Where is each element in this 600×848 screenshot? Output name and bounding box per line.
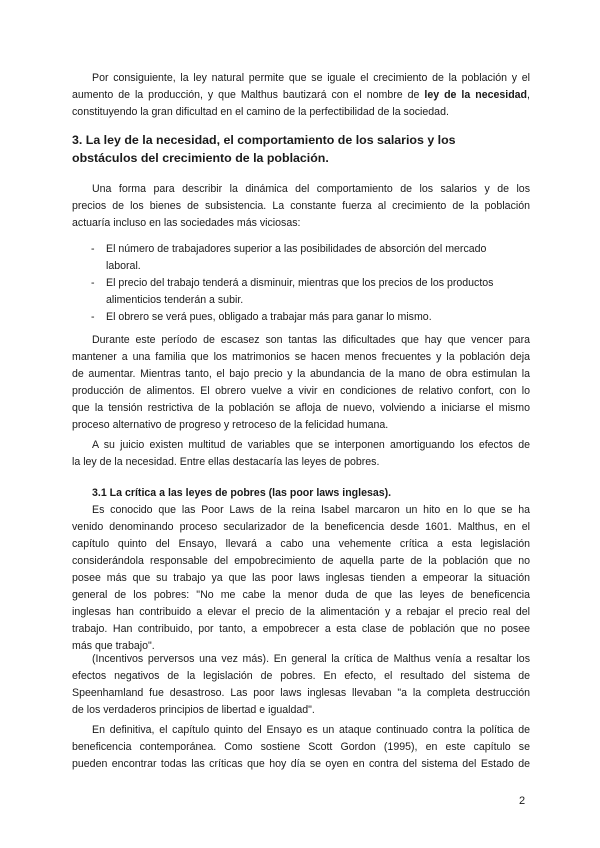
paragraph-variables [72, 437, 530, 471]
text-line: pueden encontrar todas las críticas que hoy día se oyen en contra del sistema del Estado de [72, 758, 530, 770]
subsection-heading: 3.1 La crítica a las leyes de pobres (las poor laws inglesas). [92, 487, 392, 499]
paragraph-dynamics [72, 181, 530, 232]
text-line: laboral. [106, 260, 141, 272]
paragraph-malthus-law [72, 70, 530, 121]
paragraph-incentives [72, 651, 530, 719]
paragraph-scarcity [72, 332, 530, 434]
text-line: alimenticios tenderán a subir. [106, 294, 244, 306]
text-line: El obrero se verá pues, obligado a trabajar más para ganar lo mismo. [106, 311, 432, 323]
heading-line: obstáculos del crecimiento de la población. [72, 151, 329, 165]
text-line: proceso alternativo de progreso y retroceso de la felicidad humana. [72, 419, 389, 431]
text-line: constituyendo la gran dificultad en el camino de la perfectibilidad de la sociedad. [72, 106, 449, 118]
text-line: El precio del trabajo tenderá a disminuir, mientras que los precios de los productos [106, 277, 494, 289]
list-item [72, 275, 532, 309]
emphasis-law-name: ley de la necesidad [424, 89, 528, 101]
dash-list [72, 241, 532, 326]
paragraph-poor-laws [72, 485, 530, 655]
heading-line: 3. La ley de la necesidad, el comportamiento de los salarios y los [72, 133, 456, 147]
text-line: actuaría incluso en las sociedades más viciosas: [72, 217, 301, 229]
list-item [72, 241, 532, 275]
text-line: El número de trabajadores superior a las posibilidades de absorción del mercado [106, 243, 487, 255]
paragraph-conclusion [72, 722, 530, 773]
text-line: trabajo. Han contribuido, por tanto, a empobrecer a esta clase de población que no posee [72, 623, 530, 635]
text-span: aumento de la producción, y que Malthus bautizará con el nombre de [72, 89, 425, 101]
text-line: de aumentar. Mientras tanto, el bajo precio y la abundancia de la mano de obra estimulan la [72, 368, 530, 380]
text-span: , [527, 89, 530, 101]
text-line: inglesas han contribuido a elevar el precio de la alimentación y a rebajar el precio real del [72, 606, 530, 618]
text-line: posee más que su trabajo ya que las poor laws inglesas tienden a empeorar la situación [72, 572, 530, 584]
text-line: mantener a una familia que los matrimonios se hacen menos frecuentes y la población deja [72, 351, 530, 363]
list-bullet: - [91, 243, 95, 255]
page-number: 2 [519, 795, 526, 807]
text-line: general de los pobres: "No me cabe la menor duda de que las leyes de beneficencia [72, 589, 530, 601]
text-line: producción de alimentos. El obrero vuelve a vivir en condiciones de relativo confort, con lo [72, 385, 530, 397]
text-line: precios de los bienes de subsistencia. La constante fuerza al crecimiento de la población [72, 200, 530, 212]
text-line: considerándola responsable del empobrecimiento de aquella parte de la población que no [72, 555, 530, 567]
text-line: Es conocido que las Poor Laws de la reina Isabel marcaron un hito en lo que se ha [92, 504, 530, 516]
text-line: capítulo quinto del Ensayo, llevará a cabo una vehemente crítica a esta legislación [72, 538, 530, 550]
text-line: Una forma para describir la dinámica del comportamiento de los salarios y de los [92, 183, 530, 195]
text-line: la ley de la necesidad. Entre ellas destacaría las leyes de pobres. [72, 456, 380, 468]
text-line: más que trabajo". [72, 640, 155, 652]
text-line: A su juicio existen multitud de variables que se interponen amortiguando los efectos de [92, 439, 530, 451]
text-line: venido denominando proceso secularizador de la beneficencia desde 1601. Malthus, en el [72, 521, 530, 533]
text-line: de los verdaderos principios de libertad e igualdad". [72, 704, 315, 716]
text-line: En definitiva, el capítulo quinto del Ensayo es un ataque continuado contra la política de [92, 724, 530, 736]
text-line: Durante este período de escasez son tantas las dificultades que hay que vencer para [92, 334, 530, 346]
text-line [72, 87, 530, 104]
section-heading [72, 131, 532, 167]
list-bullet: - [91, 277, 95, 289]
text-line: Speenhamland fue desastroso. Las poor laws inglesas llevaban "a la completa destrucción [72, 687, 530, 699]
list-bullet: - [91, 311, 95, 323]
text-line: efectos negativos de la legislación de pobres. En efecto, el resultado del sistema de [72, 670, 530, 682]
text-line: que la tensión restrictiva de la población se afloja de nuevo, volviendo a iniciarse el mismo [72, 402, 530, 414]
text-line: beneficencia contemporánea. Como sostiene Scott Gordon (1995), en este capítulo se [72, 741, 530, 753]
list-item [72, 309, 532, 326]
text-line: (Incentivos perversos una vez más). En general la crítica de Malthus venía a resaltar los [92, 653, 530, 665]
text-line: Por consiguiente, la ley natural permite que se iguale el crecimiento de la población y el [92, 72, 530, 84]
